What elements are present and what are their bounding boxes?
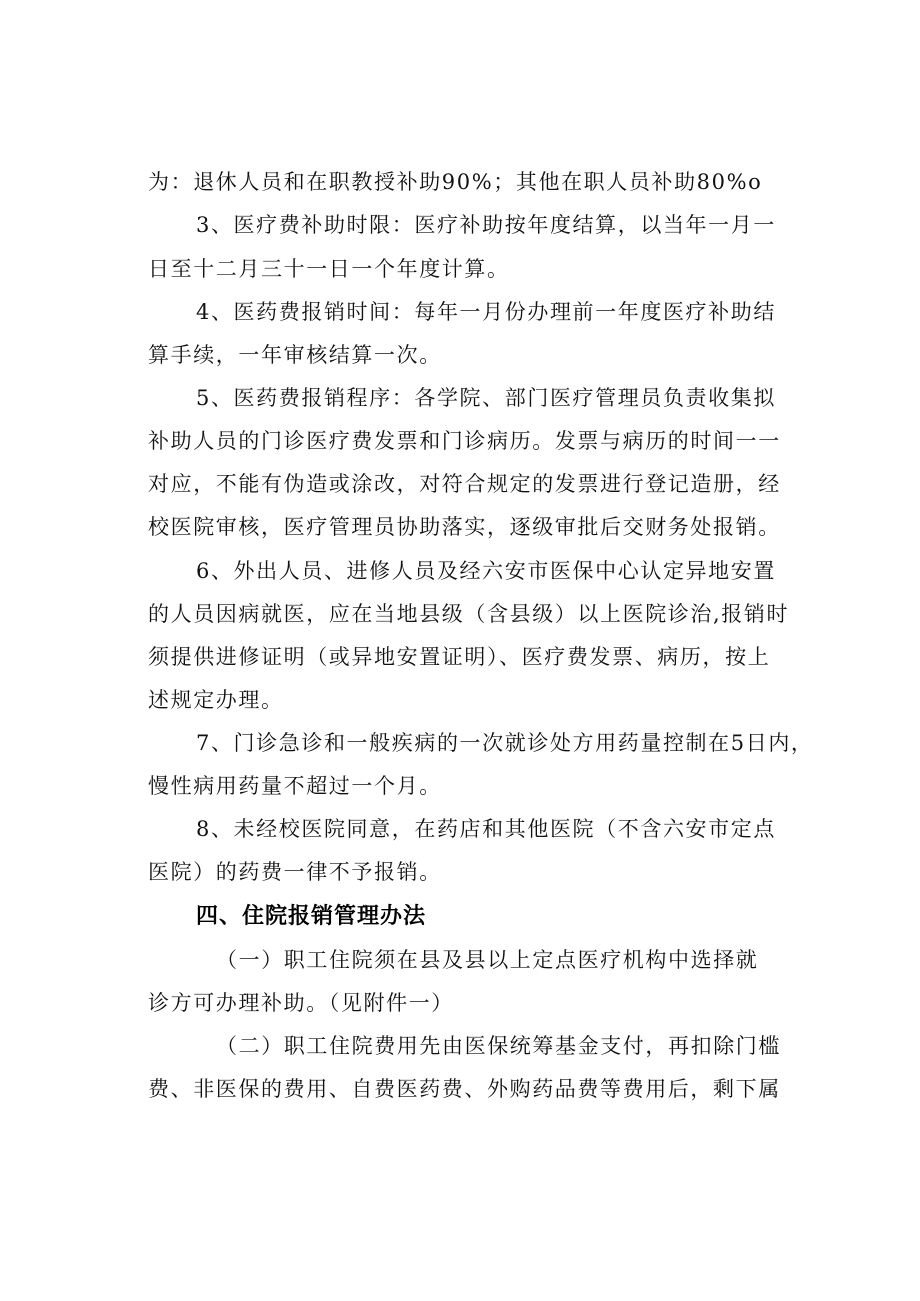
- text-line-7: 补助人员的门诊医疗费发票和门诊病历。发票与病历的时间一一: [148, 429, 781, 453]
- text-line-15: 慢性病用药量不超过一个月。: [148, 774, 442, 798]
- text-line-19: （一）职工住院须在县及县以上定点医疗机构中选择就: [216, 948, 759, 972]
- text-line-13: 述规定办理。: [148, 688, 284, 712]
- text-line-1: 为：退休人员和在职教授补助90%；其他在职人员补助80%o: [148, 170, 763, 194]
- text-line-10: 6、外出人员、进修人员及经六安市医保中心认定异地安置: [196, 559, 776, 583]
- text-line-9: 校医院审核，医疗管理员协助落实，逐级审批后交财务处报销。: [148, 515, 781, 539]
- text-line-11: 的人员因病就医，应在当地县级（含县级）以上医院诊治,报销时: [148, 602, 790, 626]
- text-line-6: 5、医药费报销程序：各学院、部门医疗管理员负责收集拟: [196, 386, 776, 410]
- text-line-17: 医院）的药费一律不予报销。: [148, 860, 442, 884]
- text-line-16: 8、未经校医院同意，在药店和其他医院（不含六安市定点: [196, 817, 776, 841]
- text-line-5: 算手续，一年审核结算一次。: [148, 343, 442, 367]
- text-line-2: 3、医疗费补助时限：医疗补助按年度结算，以当年一月一: [196, 213, 776, 237]
- text-line-21: （二）职工住院费用先由医保统筹基金支付，再扣除门槛: [216, 1034, 781, 1058]
- section-heading: 四、住院报销管理办法: [196, 904, 427, 929]
- text-line-8: 对应，不能有伪造或涂改，对符合规定的发票进行登记造册，经: [148, 472, 781, 496]
- text-line-14: 7、门诊急诊和一般疾病的一次就诊处方用药量控制在5日内，: [196, 731, 814, 755]
- text-line-12: 须提供进修证明（或异地安置证明）、医疗费发票、病历，按上: [148, 645, 771, 669]
- text-line-20: 诊方可办理补助。（见附件一）: [148, 991, 454, 1015]
- text-line-3: 日至十二月三十一日一个年度计算。: [148, 257, 510, 281]
- text-line-4: 4、医药费报销时间：每年一月份办理前一年度医疗补助结: [196, 300, 776, 324]
- text-line-22: 费、非医保的费用、自费医药费、外购药品费等费用后，剩下属: [148, 1077, 781, 1101]
